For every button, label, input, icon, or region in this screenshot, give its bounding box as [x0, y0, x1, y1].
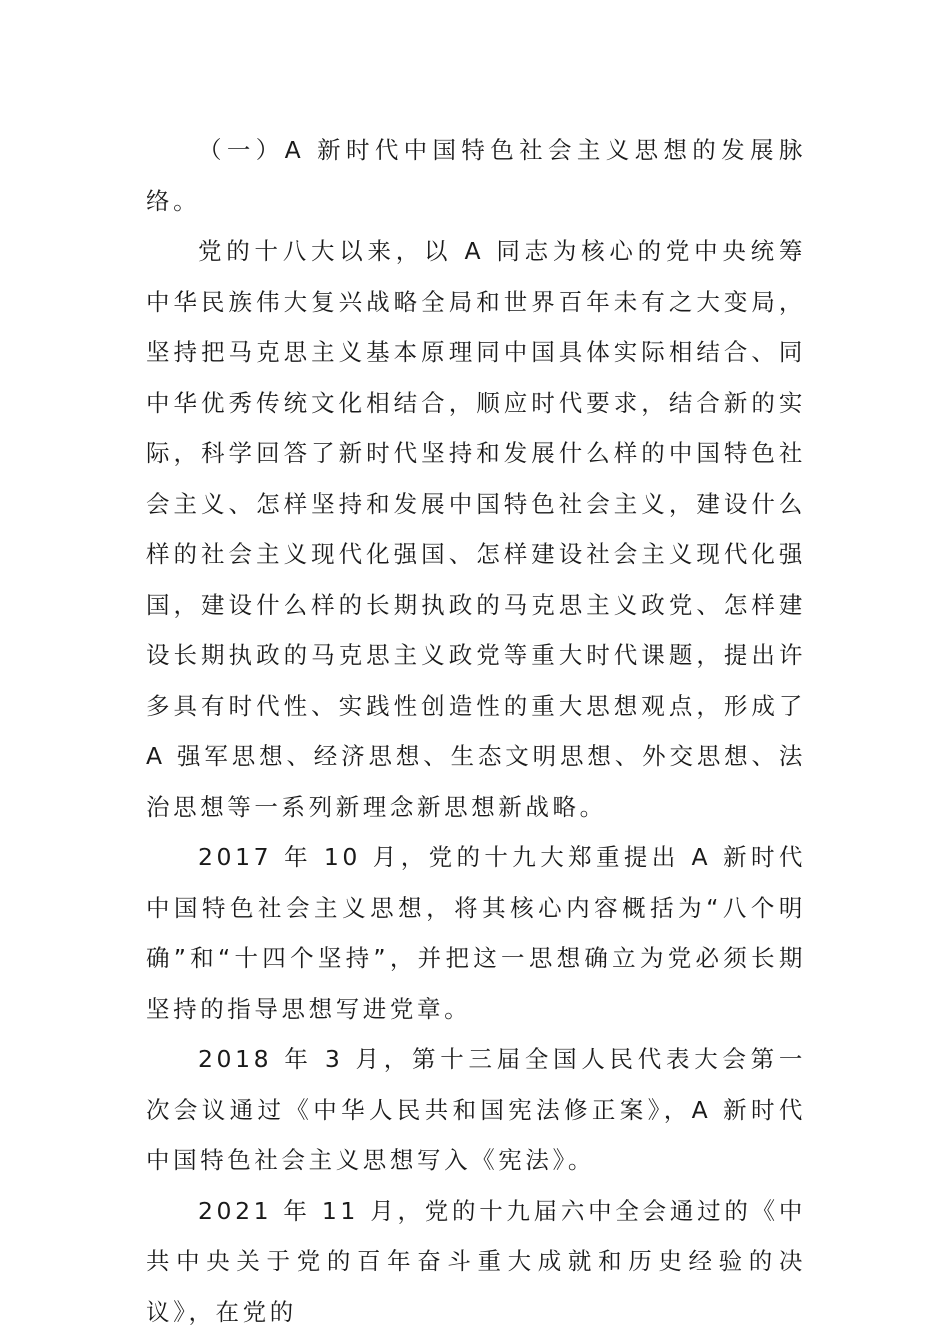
paragraph: 2021 年 11 月，党的十九届六中全会通过的《中共中央关于党的百年奋斗重大成就和历史经验的决议》，在党的: [146, 1196, 806, 1326]
paragraph: 2018 年 3 月，第十三届全国人民代表大会第一次会议通过《中华人民共和国宪法修正案》，A 新时代中国特色社会主义思想写入《宪法》。: [146, 1045, 806, 1174]
paragraph: 党的十八大以来，以 A 同志为核心的党中央统筹中华民族伟大复兴战略全局和世界百年未有之大变局，坚持把马克思主义基本原理同中国具体实际相结合、同中华优秀传统文化相结合，顺应时代要求，结合新的实际，科学回答了新时代坚持和发展什么样的中国特色社会主义、怎样坚持和发展中国特色社会主义，建设什么样的社会主义现代化强国、怎样建设社会主义现代化强国，建设什么样的长期执政的马克思主义政党、怎样建设长期执政的马克思主义政党等重大时代课题，提出许多具有时代性、实践性创造性的重大思想观点，形成了 A 强军思想、经济思想、生态文明思想、外交思想、法治思想等一系列新理念新思想新战略。: [146, 237, 806, 821]
section-heading: （一）A 新时代中国特色社会主义思想的发展脉络。: [146, 136, 806, 215]
document-body: [146, 125, 806, 1337]
paragraph: 2017 年 10 月，党的十九大郑重提出 A 新时代中国特色社会主义思想，将其核心内容概括为“八个明确”和“十四个坚持”，并把这一思想确立为党必须长期坚持的指导思想写进党章。: [146, 843, 806, 1023]
